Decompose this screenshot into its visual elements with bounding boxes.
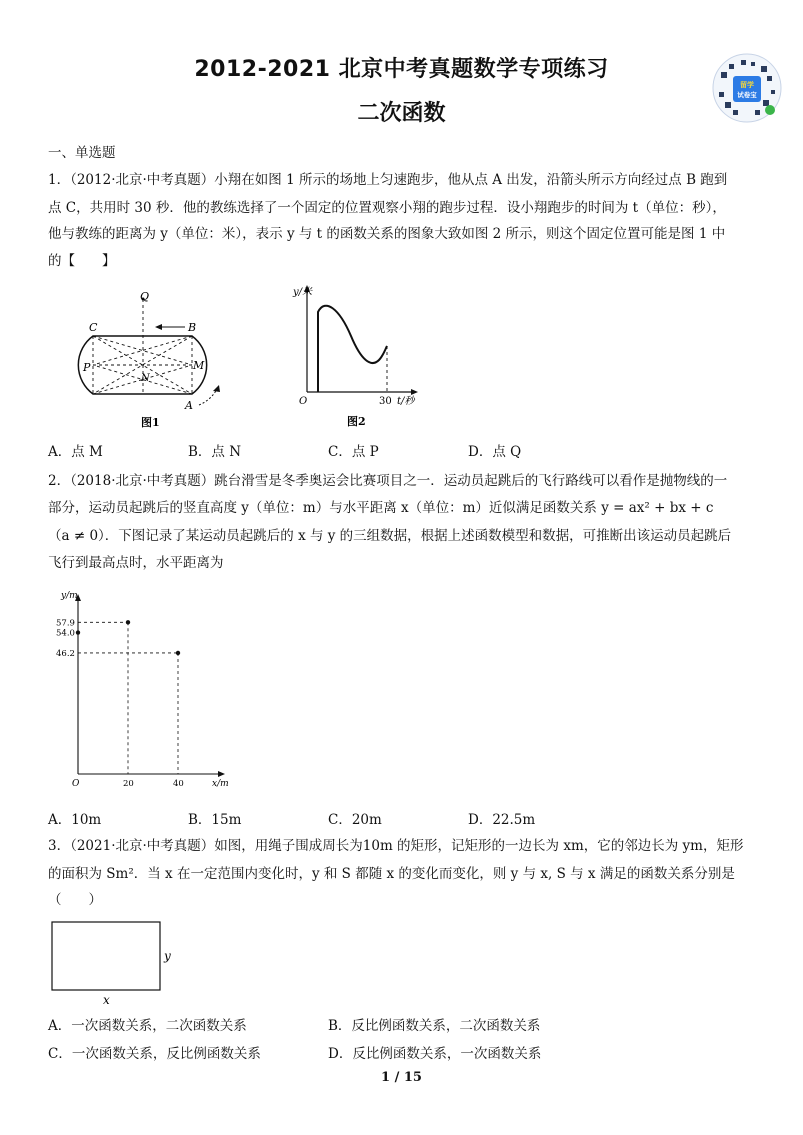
q2-option-b[interactable]: B．15m: [188, 812, 242, 828]
y-axis-label: y/m: [61, 591, 78, 601]
figure-2-caption: 图2: [347, 415, 366, 428]
q2-option-a[interactable]: A．10m: [48, 812, 102, 828]
label-B: B: [188, 321, 197, 334]
q1-option-a[interactable]: A．点 M: [48, 444, 103, 460]
section-heading: 一、单选题: [48, 145, 116, 161]
x-tick-label-0: 20: [123, 779, 134, 789]
label-A: A: [185, 399, 193, 412]
data-point-1: [126, 620, 130, 624]
rectangle: [52, 922, 160, 990]
label-P: P: [83, 361, 91, 374]
label-C: C: [89, 321, 98, 334]
q1-line-2: 点 C，共用时 30 秒．他的教练选择了一个固定的位置观察小翔的跑步过程．设小翔跑步的时间为 t（单位：秒），: [48, 200, 726, 216]
rect-label-y: y: [164, 949, 171, 963]
q1-figure-2: [285, 280, 425, 430]
label-Q: Q: [140, 290, 150, 303]
page-number: 1 / 15: [381, 1070, 422, 1085]
data-point-2: [176, 651, 180, 655]
q2-line-4: 飞行到最高点时，水平距离为: [48, 555, 224, 571]
q1-option-c[interactable]: C．点 P: [328, 444, 379, 460]
q2-option-c[interactable]: C．20m: [328, 812, 382, 828]
logo-text-1: 留学: [740, 80, 754, 89]
q3-option-d[interactable]: D．反比例函数关系，一次函数关系: [328, 1046, 542, 1062]
q3-option-b[interactable]: B．反比例函数关系，二次函数关系: [328, 1018, 541, 1034]
q1-line-1: 1．（2012·北京·中考真题）小翔在如图 1 所示的场地上匀速跑步，他从点 A 出发，沿箭头所示方向经过点 B 跑到: [48, 172, 728, 188]
x-axis-arrow: [218, 771, 225, 777]
q1-option-b[interactable]: B．点 N: [188, 444, 242, 460]
logo-text-2: 试卷宝: [737, 91, 757, 99]
y-tick-label-1: 54.0: [56, 628, 75, 639]
x-tick-label-1: 40: [173, 779, 184, 789]
fig2-x-label: t/秒: [397, 396, 415, 407]
graph-curve: [318, 306, 387, 392]
q3-line-2: 的面积为 Sm²．当 x 在一定范围内变化时，y 和 S 都随 x 的变化而变化，则 y 与 x, S 与 x 满足的函数关系分别是: [48, 866, 735, 882]
q2-line-2: 部分，运动员起跳后的竖直高度 y（单位：m）与水平距离 x（单位：m）近似满足函数关系 y = ax² + bx + c: [48, 500, 714, 516]
fig2-origin: O: [299, 396, 308, 407]
x-axis-label: x/m: [212, 779, 229, 789]
rect-label-x: x: [103, 993, 110, 1007]
label-N: N: [141, 373, 150, 384]
q3-rectangle-figure: [48, 918, 183, 1008]
q1-line-3: 他与教练的距离为 y（单位：米），表示 y 与 t 的函数关系的图象大致如图 2 所示，则这个固定位置可能是图 1 中: [48, 226, 726, 242]
q2-option-d[interactable]: D．22.5m: [468, 812, 536, 828]
q2-scatter-chart: [40, 585, 240, 795]
q3-option-a[interactable]: A．一次函数关系，二次函数关系: [48, 1018, 247, 1034]
q3-line-3: （ ）: [48, 892, 102, 908]
q3-option-c[interactable]: C．一次函数关系，反比例函数关系: [48, 1046, 261, 1062]
app-logo: [711, 52, 783, 124]
origin-label: O: [72, 779, 80, 789]
q2-line-1: 2．（2018·北京·中考真题）跳台滑雪是冬季奥运会比赛项目之一．运动员起跳后的飞行路线可以看作是抛物线的一: [48, 473, 728, 489]
page-title: 2012-2021 北京中考真题数学专项练习: [194, 57, 609, 82]
label-M: M: [193, 359, 205, 372]
fig2-y-label: y/米: [293, 287, 313, 298]
fig2-tick-30: 30: [379, 396, 392, 407]
y-tick-label-0: 57.9: [56, 618, 75, 629]
q1-line-4: 的【 】: [48, 253, 116, 269]
y-tick-label-2: 46.2: [56, 648, 75, 659]
data-point-0: [76, 630, 80, 634]
page-subtitle: 二次函数: [357, 101, 446, 126]
q1-option-d[interactable]: D．点 Q: [468, 444, 522, 460]
q2-line-3: （a ≠ 0）．下图记录了某运动员起跳后的 x 与 y 的三组数据，根据上述函数模型和数据，可推断出该运动员起跳后: [48, 528, 732, 544]
figure-1-caption: 图1: [141, 416, 160, 429]
q3-line-1: 3．（2021·北京·中考真题）如图，用绳子围成周长为10m 的矩形，记矩形的一边长为 xm，它的邻边长为 ym，矩形: [48, 838, 744, 854]
q1-figure-1: [55, 285, 245, 430]
